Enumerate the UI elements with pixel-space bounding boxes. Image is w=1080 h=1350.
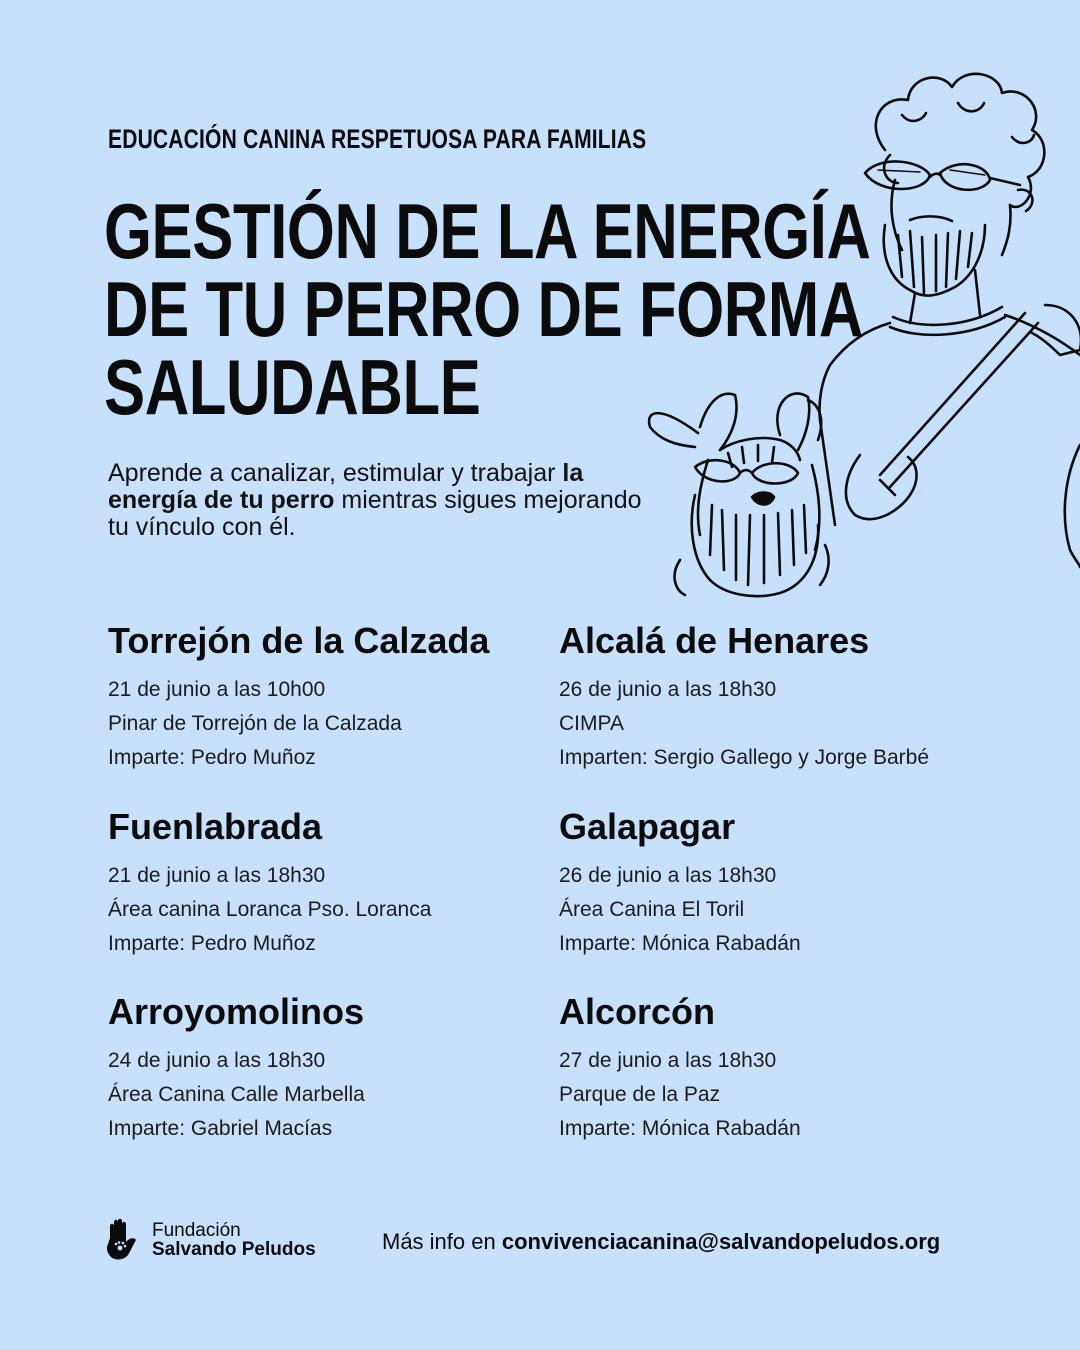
event-city: Fuenlabrada	[108, 806, 323, 847]
event-city: Galapagar	[559, 806, 736, 847]
hand-paw-icon	[104, 1218, 142, 1262]
event-card	[108, 621, 568, 775]
event-date: 21 de junio a las 10h00	[108, 678, 326, 701]
title-line: DE TU PERRO DE FORMA	[104, 265, 863, 353]
intro-part1: Aprende a canalizar, estimular y trabajar	[108, 459, 563, 487]
logo-line1: Fundación	[152, 1220, 241, 1241]
intro-text	[108, 460, 668, 541]
event-card	[559, 621, 1019, 775]
event-card	[559, 807, 1019, 961]
event-date: 27 de junio a las 18h30	[559, 1049, 777, 1072]
event-place: Pinar de Torrejón de la Calzada	[108, 712, 402, 735]
event-place: CIMPA	[559, 712, 624, 735]
contact-prefix: Más info en	[382, 1229, 502, 1254]
event-place: Área Canina El Toril	[559, 898, 745, 921]
event-place: Área Canina Calle Marbella	[108, 1083, 365, 1106]
event-teacher: Imparte: Pedro Muñoz	[108, 746, 316, 769]
person-with-dog-illustration	[640, 55, 1080, 615]
event-teacher: Imparte: Gabriel Macías	[108, 1117, 333, 1140]
intro-part2: mientras sigues mejorando tu vínculo con él.	[108, 486, 642, 541]
foundation-logo	[104, 1218, 316, 1262]
event-city: Arroyomolinos	[108, 991, 365, 1032]
event-city: Alcalá de Henares	[559, 620, 870, 661]
logo-text	[152, 1221, 316, 1259]
event-place: Parque de la Paz	[559, 1083, 721, 1106]
kicker-heading: EDUCACIÓN CANINA RESPETUOSA PARA FAMILIAS	[108, 124, 647, 154]
event-card	[559, 992, 1019, 1146]
event-card	[108, 807, 568, 961]
event-city: Torrejón de la Calzada	[108, 620, 490, 661]
contact-info	[382, 1229, 940, 1255]
event-teacher: Imparte: Mónica Rabadán	[559, 932, 801, 955]
event-teacher: Imparten: Sergio Gallego y Jorge Barbé	[559, 746, 930, 769]
title-line: GESTIÓN DE LA ENERGÍA	[104, 187, 871, 275]
contact-email-link[interactable]: convivenciacanina@salvandopeludos.org	[501, 1229, 941, 1254]
logo-line2: Salvando Peludos	[152, 1239, 316, 1260]
event-card	[108, 992, 568, 1146]
event-date: 24 de junio a las 18h30	[108, 1049, 326, 1072]
event-date: 26 de junio a las 18h30	[559, 678, 777, 701]
intro-bold: la energía de tu perro	[108, 459, 584, 514]
event-place: Área canina Loranca Pso. Loranca	[108, 898, 432, 921]
event-date: 26 de junio a las 18h30	[559, 864, 777, 887]
title-line: SALUDABLE	[104, 343, 481, 431]
event-city: Alcorcón	[559, 991, 716, 1032]
event-teacher: Imparte: Mónica Rabadán	[559, 1117, 801, 1140]
event-teacher: Imparte: Pedro Muñoz	[108, 932, 316, 955]
event-date: 21 de junio a las 18h30	[108, 864, 326, 887]
